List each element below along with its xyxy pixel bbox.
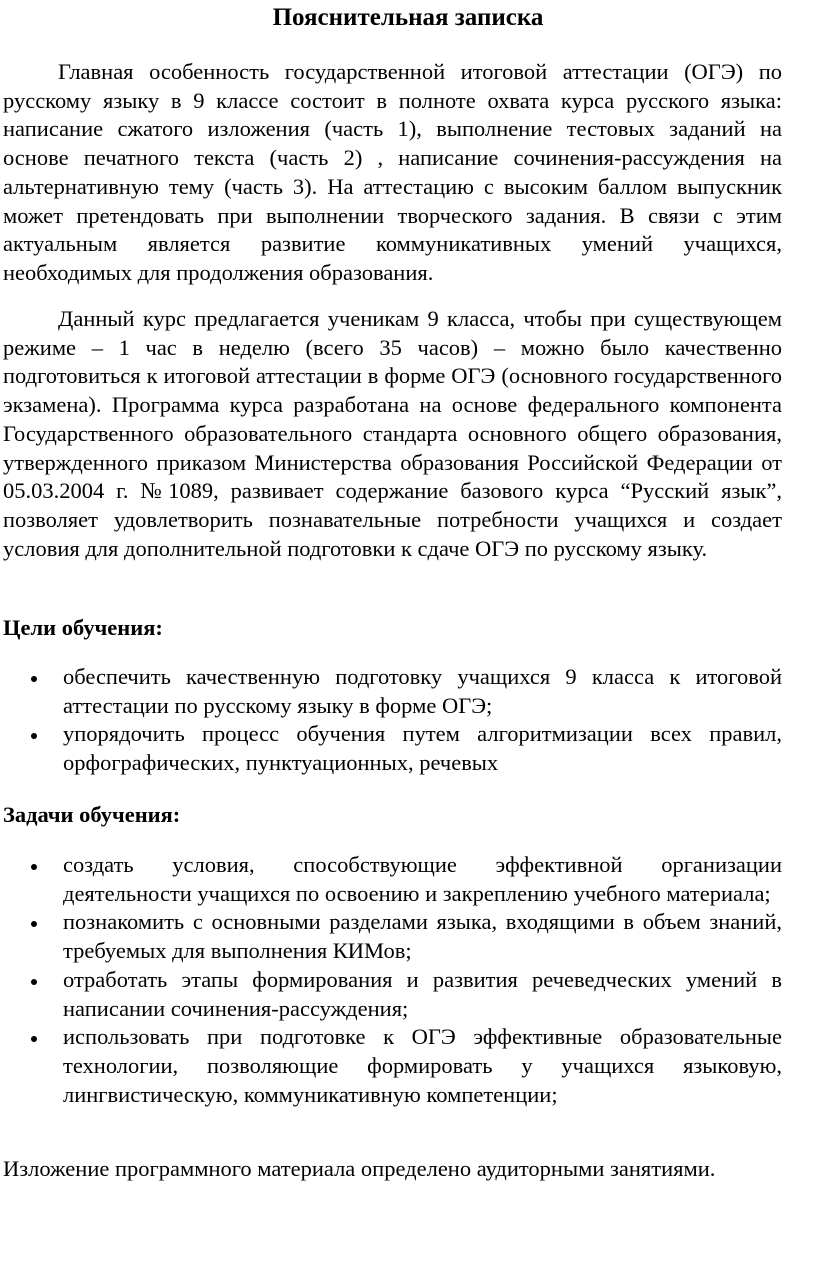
tasks-list [3,851,782,1109]
bullet-icon [31,733,37,739]
list-item-text: обеспечить качественную подготовку учащихся 9 класса к итоговой аттестации по русскому языку в форме ОГЭ; [63,664,782,718]
list-item-text: упорядочить процесс обучения путем алгоритмизации всех правил, орфографических, пунктуационных, речевых [63,721,782,776]
bullet-icon [31,676,37,682]
closing-paragraph: Изложение программного материала определено аудиторными занятиями. [3,1156,716,1181]
tasks-heading: Задачи обучения: [3,802,181,827]
bullet-icon [31,921,37,927]
intro-paragraph: Главная особенность государственной итоговой аттестации (ОГЭ) по русскому языку в 9 классе состоит в полноте охвата курса русского языка: написание сжатого изложения (часть 1), выполнение тестовых заданий на основе печатного текста (часть 2) , написание сочинения-рассуждения на альтернативную тему (часть 3). На аттестацию с высоким баллом выпускник может претендовать при выполнении творческого задания. В связи с этим актуальным является развитие коммуникативных умений учащихся, необходимых для продолжения образования. [3,59,782,285]
list-item [3,663,782,720]
list-item-text: создать условия, способствующие эффективной организации деятельности учащихся по освоению и закреплению учебного материала; [63,852,782,906]
bullet-icon [31,979,37,985]
course-paragraph: Данный курс предлагается ученикам 9 класса, чтобы при существующем режиме – 1 час в неделю (всего 35 часов) – можно было качественно подготовиться к итоговой аттестации в форме ОГЭ (основного государственного экзамена). Программа курса разработана на основе федерального компонента Государственного образовательного стандарта основного общего образования, утвержденного приказом Министерства образования Российской Федерации от 05.03.2004 г. №1089, развивает содержание базового курса “Русский язык”, позволяет удовлетворить познавательные потребности учащихся и создает условия для дополнительной подготовки к сдаче ОГЭ по русскому языку. [3,306,782,561]
document-title: Пояснительная записка [272,4,544,31]
list-item [3,851,782,908]
list-item [3,720,782,777]
list-item [3,1023,782,1109]
list-item-text: познакомить с основными разделами языка, входящими в объем знаний, требуемых для выполнения КИМов; [63,909,782,964]
goals-heading: Цели обучения: [3,615,163,640]
goals-list [3,663,782,778]
list-item-text: отработать этапы формирования и развития речеведческих умений в написании сочинения-рассуждения; [63,966,782,1021]
bullet-icon [31,1036,37,1042]
list-item [3,966,782,1023]
list-item-text: использовать при подготовке к ОГЭ эффективные образовательные технологии, позволяющие формировать у учащихся языковую, лингвистическую, коммуникативную компетенции; [63,1024,782,1107]
bullet-icon [31,864,37,870]
list-item [3,908,782,965]
